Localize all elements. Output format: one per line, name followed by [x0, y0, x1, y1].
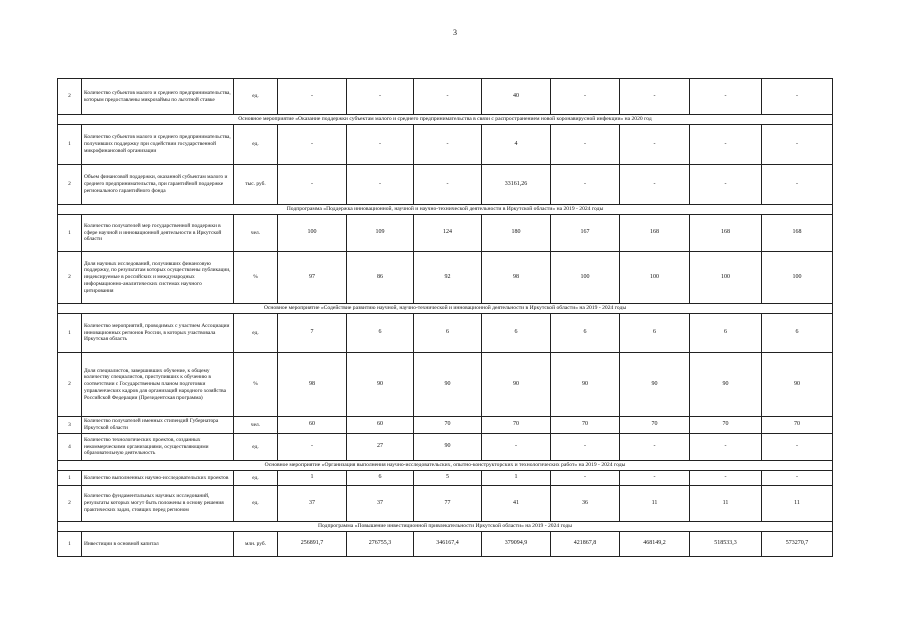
value-cell: - [278, 79, 347, 115]
table-row [58, 215, 833, 252]
row-number: 1 [58, 125, 82, 165]
unit-cell: ед. [234, 314, 278, 353]
value-cell: 70 [414, 417, 482, 434]
value-cell: 167 [551, 215, 620, 252]
table-row [58, 314, 833, 353]
value-cell: - [414, 165, 482, 205]
value-cell: - [690, 165, 762, 205]
value-cell: - [762, 471, 833, 486]
section-title: Подпрограмма «Поддержка инновационной, научной и научно-технической деятельности в Иркутской области» на 2019 - 2024 годы [58, 205, 833, 215]
section-row [58, 461, 833, 471]
value-cell: 5 [414, 471, 482, 486]
row-number: 2 [58, 252, 82, 304]
value-cell: 60 [278, 417, 347, 434]
value-cell: 70 [690, 417, 762, 434]
row-number: 1 [58, 471, 82, 486]
value-cell: 92 [414, 252, 482, 304]
row-number: 4 [58, 434, 82, 461]
value-cell: 6 [620, 314, 690, 353]
value-cell: - [620, 471, 690, 486]
value-cell: - [690, 125, 762, 165]
indicator-name: Количество фундаментальных научных исследований, результаты которых могут быть положены в основу решения практических задач, стоящих перед регионом [82, 486, 234, 522]
value-cell: 40 [482, 79, 551, 115]
value-cell: - [347, 125, 414, 165]
value-cell: - [414, 125, 482, 165]
value-cell: 98 [278, 353, 347, 417]
value-cell: - [278, 434, 347, 461]
unit-cell: % [234, 353, 278, 417]
value-cell: 100 [551, 252, 620, 304]
table-row [58, 79, 833, 115]
unit-cell: чел. [234, 215, 278, 252]
indicator-name: Количество субъектов малого и среднего предпринимательства, которым предоставлены микрозаймы по льготной ставке [82, 79, 234, 115]
value-cell: 256891,7 [278, 532, 347, 557]
value-cell: 100 [690, 252, 762, 304]
value-cell: - [762, 434, 833, 461]
value-cell: 70 [482, 417, 551, 434]
value-cell: 90 [414, 434, 482, 461]
value-cell: - [690, 471, 762, 486]
row-number: 2 [58, 486, 82, 522]
value-cell: 37 [278, 486, 347, 522]
indicator-name: Количество получателей именных стипендий Губернатора Иркутской области [82, 417, 234, 434]
unit-cell: млн. руб. [234, 532, 278, 557]
value-cell: 518533,3 [690, 532, 762, 557]
value-cell: - [620, 79, 690, 115]
value-cell: 33161,26 [482, 165, 551, 205]
value-cell: 41 [482, 486, 551, 522]
value-cell: 379094,9 [482, 532, 551, 557]
value-cell: 86 [347, 252, 414, 304]
value-cell: - [762, 125, 833, 165]
value-cell: - [278, 125, 347, 165]
value-cell: 6 [414, 314, 482, 353]
value-cell: 90 [414, 353, 482, 417]
value-cell: 36 [551, 486, 620, 522]
value-cell: 6 [690, 314, 762, 353]
value-cell: 100 [762, 252, 833, 304]
value-cell: 109 [347, 215, 414, 252]
indicator-name: Количество выполненных научно-исследовательских проектов [82, 471, 234, 486]
table-row [58, 252, 833, 304]
indicator-name: Доля специалистов, завершивших обучение, к общему количеству специалистов, приступивших к обучению в соответствии с Государственным планом подготовки управленческих кадров для организаций народного хозяйства Российской Федерации (Президентская программа) [82, 353, 234, 417]
row-number: 1 [58, 532, 82, 557]
row-number: 2 [58, 79, 82, 115]
value-cell: - [551, 471, 620, 486]
value-cell: 468149,2 [620, 532, 690, 557]
value-cell: 168 [762, 215, 833, 252]
value-cell: - [482, 434, 551, 461]
value-cell: 6 [347, 314, 414, 353]
value-cell: - [620, 165, 690, 205]
section-row [58, 115, 833, 125]
page-number: 3 [453, 28, 457, 37]
value-cell: 90 [620, 353, 690, 417]
value-cell: 11 [762, 486, 833, 522]
value-cell: 1 [278, 471, 347, 486]
indicator-name: Количество субъектов малого и среднего предпринимательства, получивших поддержку при содействии государственной микрофинансовой организации [82, 125, 234, 165]
value-cell: 168 [690, 215, 762, 252]
unit-cell: чел. [234, 417, 278, 434]
value-cell: - [762, 79, 833, 115]
value-cell: - [347, 79, 414, 115]
unit-cell: ед. [234, 486, 278, 522]
unit-cell: ед. [234, 434, 278, 461]
unit-cell: ед. [234, 125, 278, 165]
section-row [58, 304, 833, 314]
indicator-name: Объем финансовой поддержки, оказанной субъектам малого и среднего предпринимательства, при гарантийной поддержке регионального гарантийного фонда [82, 165, 234, 205]
value-cell: - [414, 79, 482, 115]
value-cell: - [690, 434, 762, 461]
value-cell: - [278, 165, 347, 205]
value-cell: 98 [482, 252, 551, 304]
value-cell: 70 [762, 417, 833, 434]
value-cell: 1 [482, 471, 551, 486]
indicators-table [57, 78, 833, 557]
value-cell: 6 [551, 314, 620, 353]
table-row [58, 532, 833, 557]
value-cell: 6 [347, 471, 414, 486]
unit-cell: ед. [234, 471, 278, 486]
value-cell: - [620, 434, 690, 461]
value-cell: 7 [278, 314, 347, 353]
value-cell: 60 [347, 417, 414, 434]
indicator-name: Количество получателей мер государственной поддержки в сфере научной и инновационной деятельности в Иркутской области [82, 215, 234, 252]
value-cell: - [551, 125, 620, 165]
value-cell: - [551, 434, 620, 461]
table-row [58, 471, 833, 486]
value-cell: - [551, 165, 620, 205]
value-cell: 100 [278, 215, 347, 252]
table-row [58, 486, 833, 522]
row-number: 1 [58, 215, 82, 252]
value-cell: 124 [414, 215, 482, 252]
value-cell: 276755,3 [347, 532, 414, 557]
value-cell: 70 [551, 417, 620, 434]
value-cell: 180 [482, 215, 551, 252]
value-cell: - [690, 79, 762, 115]
value-cell: - [620, 125, 690, 165]
unit-cell: ед. [234, 79, 278, 115]
section-title: Основное мероприятие «Оказание поддержки субъектам малого и среднего предпринимательства в связи с распространением новой коронавирусной инфекции» на 2020 год [58, 115, 833, 125]
value-cell: 97 [278, 252, 347, 304]
value-cell: - [347, 165, 414, 205]
value-cell: 11 [620, 486, 690, 522]
value-cell: 4 [482, 125, 551, 165]
row-number: 2 [58, 165, 82, 205]
row-number: 1 [58, 314, 82, 353]
value-cell: 6 [762, 314, 833, 353]
section-title: Основное мероприятие «Содействие развитию научной, научно-технической и инновационной деятельности в Иркутской области» на 2019 - 2024 годы [58, 304, 833, 314]
unit-cell: тыс. руб. [234, 165, 278, 205]
value-cell: 70 [620, 417, 690, 434]
value-cell: - [762, 165, 833, 205]
value-cell: 37 [347, 486, 414, 522]
value-cell: 573270,7 [762, 532, 833, 557]
value-cell: 90 [482, 353, 551, 417]
value-cell: 11 [690, 486, 762, 522]
value-cell: 100 [620, 252, 690, 304]
value-cell: 168 [620, 215, 690, 252]
value-cell: - [551, 79, 620, 115]
value-cell: 90 [347, 353, 414, 417]
table-row [58, 353, 833, 417]
section-row [58, 522, 833, 532]
value-cell: 346167,4 [414, 532, 482, 557]
unit-cell: % [234, 252, 278, 304]
indicator-name: Количество мероприятий, проводимых с участием Ассоциации инновационных регионов России, в которых участвовала Иркутская область [82, 314, 234, 353]
row-number: 3 [58, 417, 82, 434]
value-cell: 421867,8 [551, 532, 620, 557]
section-row [58, 205, 833, 215]
table-row [58, 165, 833, 205]
value-cell: 77 [414, 486, 482, 522]
value-cell: 90 [762, 353, 833, 417]
table-row [58, 125, 833, 165]
indicator-name: Количество технологических проектов, созданных некоммерческими организациями, осуществляющими образовательную деятельность [82, 434, 234, 461]
section-title: Подпрограмма «Повышение инвестиционной привлекательности Иркутской области» на 2019 - 2024 годы [58, 522, 833, 532]
value-cell: 90 [690, 353, 762, 417]
indicator-name: Инвестиции в основной капитал [82, 532, 234, 557]
section-title: Основное мероприятие «Организация выполнения научно-исследовательских, опытно-конструкторских и технологических работ» на 2019 - 2024 годы [58, 461, 833, 471]
value-cell: 90 [551, 353, 620, 417]
value-cell: 6 [482, 314, 551, 353]
row-number: 2 [58, 353, 82, 417]
table-row [58, 434, 833, 461]
indicator-name: Доля научных исследований, получивших финансовую поддержку, по результатам которых осуществлены публикации, индексируемые в российских и международных информационно-аналитических системах научного цитирования [82, 252, 234, 304]
value-cell: 27 [347, 434, 414, 461]
table-row [58, 417, 833, 434]
